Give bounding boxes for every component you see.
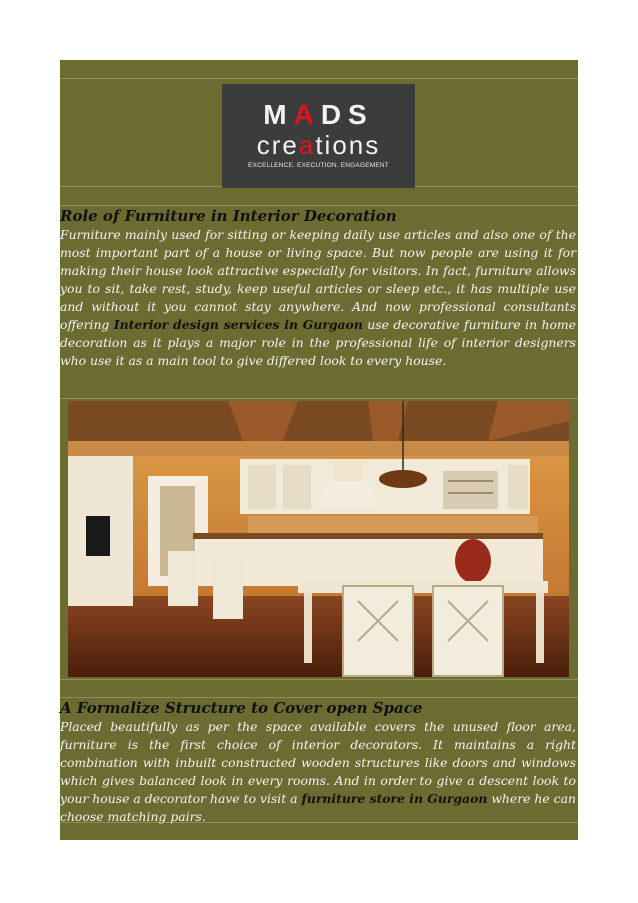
logo-wordmark: MADS	[263, 99, 374, 130]
divider	[60, 697, 578, 698]
document-panel	[60, 60, 578, 840]
section-heading: Role of Furniture in Interior Decoration	[60, 207, 397, 225]
section-paragraph: Furniture mainly used for sitting or keeping daily use articles and also one of the most important part of a house or living space. But now people are using it for making their house look attractive especially for visitors. In fact, furniture allows you to sit, take rest, study, keep useful articles or sleep etc., it has multiple use and without it you cannot stay anywhere. And now professional consultants offering Interior design services in Gurgaon use decorative furniture in home decoration as it plays a major role in the professional life of interior designers who use it as a main tool to give differed look to every house.	[60, 227, 576, 368]
divider	[60, 679, 578, 680]
logo-tagline: EXCELLENCE. EXECUTION. ENGAGEMENT	[248, 162, 389, 169]
divider	[60, 398, 578, 399]
divider	[60, 205, 578, 206]
kitchen-illustration	[68, 401, 569, 677]
divider	[60, 78, 578, 79]
logo-subword: creations	[256, 130, 381, 160]
mads-creations-logo	[222, 84, 415, 188]
kitchen-photo	[68, 401, 569, 677]
section-heading: A Formalize Structure to Cover open Space	[60, 699, 423, 717]
furniture-store-link[interactable]: furniture store in Gurgaon	[301, 791, 488, 806]
interior-design-link[interactable]: Interior design services in Gurgaon	[113, 317, 363, 332]
section-paragraph: Placed beautifully as per the space available covers the unused floor area, furniture is the first choice of interior decorators. It maintains a right combination with inbuilt constructed wooden structures like doors and windows which gives balanced look in every rooms. And in order to give a descent look to your house a decorator have to visit a furniture store in Gurgaon where he can choose matching pairs.	[60, 719, 576, 824]
